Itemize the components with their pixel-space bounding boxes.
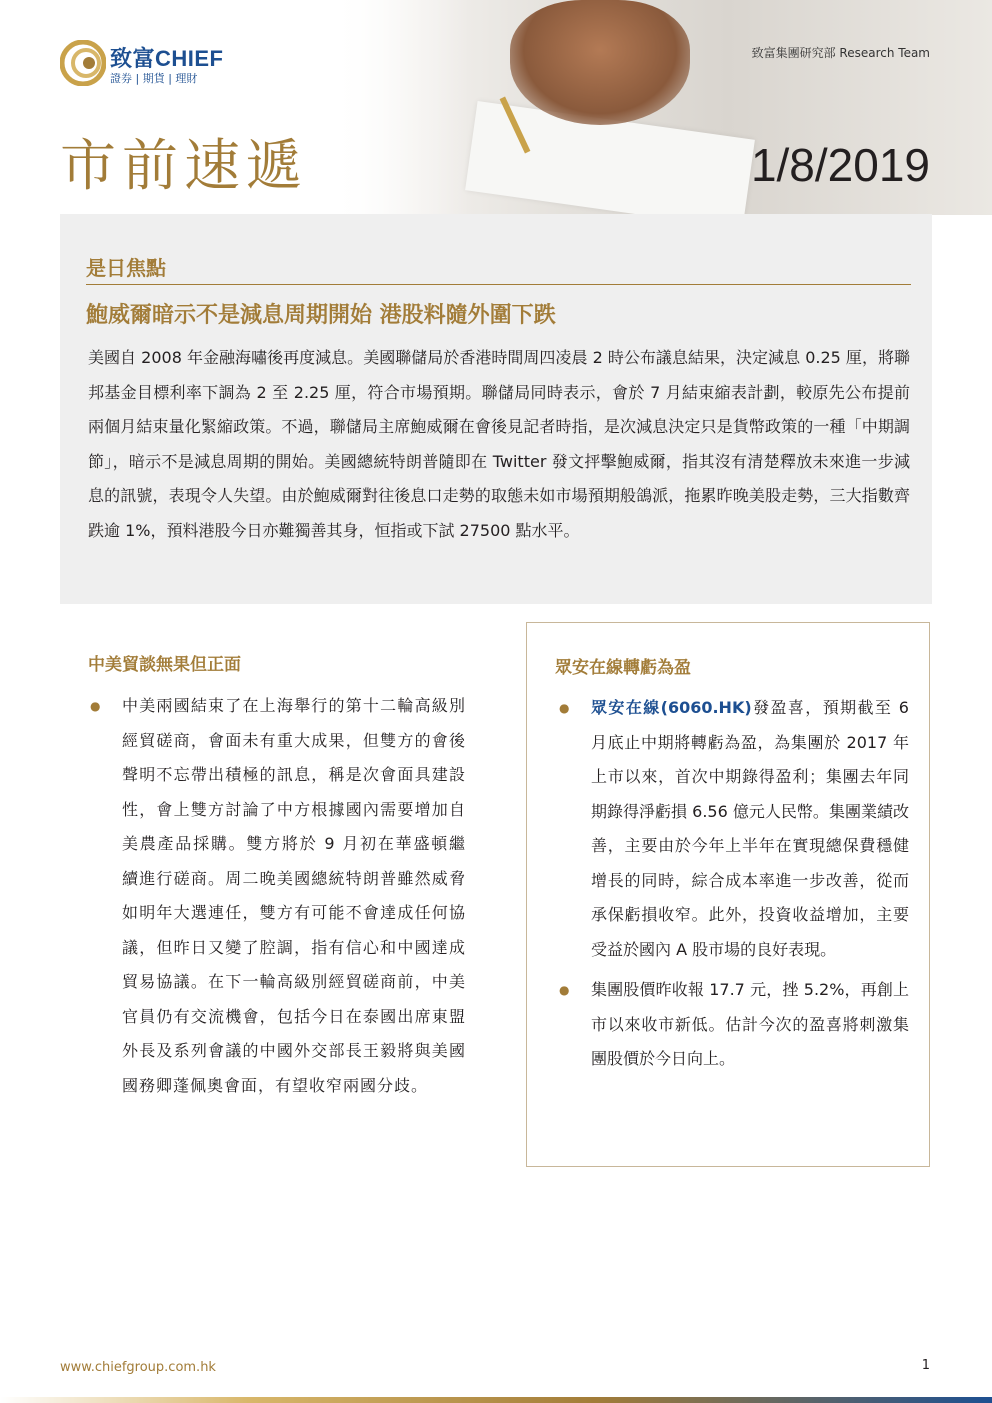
list-item: [88, 689, 466, 1103]
logo-tagline: 證券 | 期貨 | 理財: [110, 72, 198, 85]
list-item: [557, 691, 909, 967]
chief-logo: [60, 40, 280, 90]
left-heading: 中美貿談無果但正面: [88, 655, 241, 675]
focus-title: 鮑威爾暗示不是減息周期開始 港股料隨外圍下跌: [86, 303, 556, 328]
focus-heading: 是日焦點: [86, 256, 166, 280]
page-title: 市前速遞: [60, 134, 308, 199]
photo-fade: [330, 0, 470, 215]
website-link[interactable]: www.chiefgroup.com.hk: [60, 1360, 216, 1375]
focus-panel: [60, 214, 932, 604]
right-heading: 眾安在線轉虧為盈: [555, 658, 691, 678]
chief-logo-icon: [60, 40, 106, 86]
company-link[interactable]: 眾安在線(6060.HK): [591, 698, 752, 717]
bullet-icon: ●: [559, 983, 570, 997]
research-team-label: 致富集團研究部 Research Team: [751, 46, 930, 60]
focus-divider: [86, 284, 911, 285]
list-item: [557, 973, 909, 1077]
photo-hand: [510, 0, 690, 125]
report-date: 1/8/2019: [750, 139, 930, 191]
left-bullet-list: [88, 689, 466, 1103]
bullet-icon: ●: [559, 701, 570, 715]
bullet-icon: ●: [90, 699, 102, 713]
left-bullet-text: 中美兩國結束了在上海舉行的第十二輪高級別經貿磋商，會面未有重大成果，但雙方的會後聲明不忘帶出積極的訊息，稱是次會面具建設性，會上雙方討論了中方根據國內需要增加自美農產品採購。雙方將於 9 月初在華盛頓繼續進行磋商。周二晚美國總統特朗普雖然威脅如明年大選連任，雙方有可能不會達成任何協議，但昨日又變了腔調，指有信心和中國達成貿易協議。在下一輪高級別經貿磋商前，中美官員仍有交流機會，包括今日在泰國出席東盟外長及系列會議的中國外交部長王毅將與美國國務卿蓬佩奧會面，有望收窄兩國分歧。: [122, 696, 466, 1095]
logo-name: 致富CHIEF: [110, 46, 224, 71]
left-column: [88, 650, 466, 1103]
footer-bar: [0, 1397, 992, 1403]
right-bullet-text: 集團股價昨收報 17.7 元，挫 5.2%，再創上市以來收市新低。估計今次的盈喜將刺激集團股價於今日向上。: [591, 980, 909, 1068]
right-bullet-list: [557, 691, 909, 1077]
page-number: 1: [921, 1358, 930, 1373]
right-column-box: [526, 622, 930, 1167]
right-bullet-text: 發盈喜，預期截至 6 月底止中期將轉虧為盈，為集團於 2017 年上市以來，首次中期錄得盈利；集團去年同期錄得淨虧損 6.56 億元人民幣。集團業績改善，主要由於今年上半年在實現總保費穩健增長的同時，綜合成本率進一步改善，從而承保虧損收窄。此外，投資收益增加，主要受益於國內 A 股市場的良好表現。: [591, 698, 909, 959]
focus-body: 美國自 2008 年金融海嘯後再度減息。美國聯儲局於香港時間周四凌晨 2 時公布議息結果，決定減息 0.25 厘，將聯邦基金目標利率下調為 2 至 2.25 厘，符合市場預期。聯儲局同時表示，會於 7 月結束縮表計劃，較原先公布提前兩個月結束量化緊縮政策。不過，聯儲局主席鮑威爾在會後見記者時指，是次減息決定只是貨幣政策的一種「中期調節」，暗示不是減息周期的開始。美國總統特朗普隨即在 Twitter 發文抨擊鮑威爾，指其沒有清楚釋放未來進一步減息的訊號，表現令人失望。由於鮑威爾對往後息口走勢的取態未如市場預期般鴿派，拖累昨晚美股走勢，三大指數齊跌逾 1%，預料港股今日亦難獨善其身，恒指或下試 27500 點水平。: [88, 348, 910, 540]
